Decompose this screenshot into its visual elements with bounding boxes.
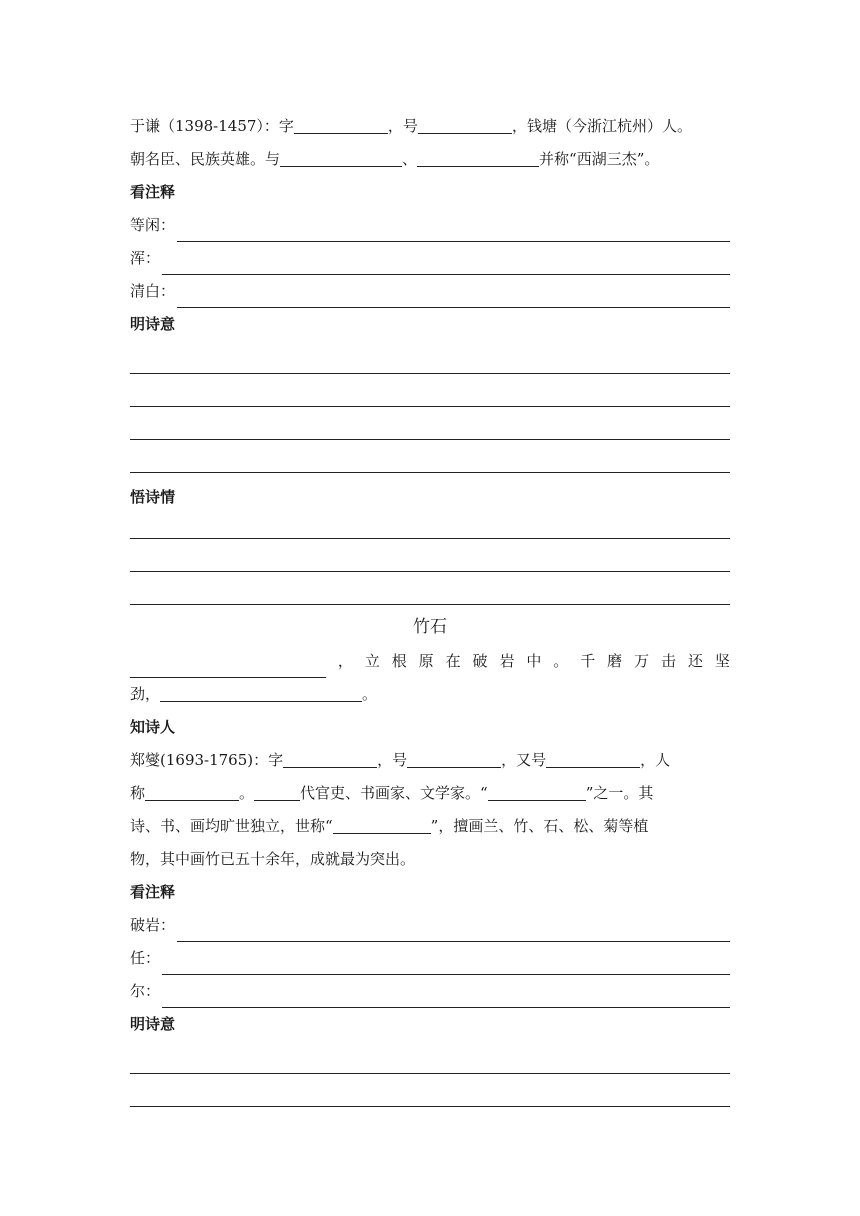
note-label: 任： xyxy=(130,949,161,967)
note-row-poyan xyxy=(130,909,730,942)
meaning-answer-line[interactable] xyxy=(130,440,730,473)
courtesy-name-blank[interactable] xyxy=(294,115,388,134)
jie-1-blank[interactable] xyxy=(280,148,402,167)
meaning-answer-line[interactable] xyxy=(130,1041,730,1074)
poem-text: 劲， xyxy=(130,685,161,703)
note-answer-line[interactable] xyxy=(177,219,730,242)
meaning-answer-line[interactable] xyxy=(130,341,730,374)
note-row-ren xyxy=(130,942,730,975)
poem-char: ， xyxy=(337,652,353,670)
yuqian-intro-text: 于谦（1398-1457）：字 xyxy=(130,117,294,135)
poet-text: ”，擅画兰、竹、石、松、菊等植 xyxy=(430,817,649,835)
meaning-answer-line[interactable] xyxy=(130,374,730,407)
title-blank[interactable] xyxy=(333,815,431,834)
alt-art-name-blank[interactable] xyxy=(546,749,640,768)
feeling-answer-line[interactable] xyxy=(130,539,730,572)
dynasty-blank[interactable] xyxy=(254,782,300,801)
art-name-blank[interactable] xyxy=(407,749,501,768)
art-name-blank[interactable] xyxy=(418,115,512,134)
note-row-dengxian xyxy=(130,209,730,242)
poet-heading: 知诗人 xyxy=(130,718,176,736)
poem-line-2 xyxy=(130,678,730,711)
feeling-answer-line[interactable] xyxy=(130,506,730,539)
poet-text: 。 xyxy=(239,784,255,802)
note-answer-line[interactable] xyxy=(177,919,730,942)
feeling-answer-line[interactable] xyxy=(130,572,730,605)
poet-line-3 xyxy=(130,810,730,843)
note-label: 等闲： xyxy=(130,216,176,234)
yuqian-intro-line-1 xyxy=(130,110,730,143)
meaning-answer-line[interactable] xyxy=(130,1074,730,1107)
poem-char: 。 xyxy=(553,652,569,670)
meaning-heading-2: 明诗意 xyxy=(130,1015,176,1033)
note-row-qingbai xyxy=(130,275,730,308)
poem-char: 中 xyxy=(526,652,542,670)
yuqian-intro-text-2: 朝名臣、民族英雄。与 xyxy=(130,150,281,168)
xihu-sanjie-text: 并称“西湖三杰”。 xyxy=(539,150,660,168)
yuqian-origin-text: ，钱塘（今浙江杭州）人。 xyxy=(511,117,692,135)
nickname-blank[interactable] xyxy=(145,782,239,801)
poem-char: 击 xyxy=(660,652,676,670)
note-row-er xyxy=(130,975,730,1008)
poet-line-2 xyxy=(130,777,730,810)
poem-char: 原 xyxy=(418,652,434,670)
poem-char: 磨 xyxy=(607,652,623,670)
poet-line-1 xyxy=(130,744,730,777)
separator-text: 、 xyxy=(402,150,418,168)
poem-char: 破 xyxy=(472,652,488,670)
note-label: 清白： xyxy=(130,282,176,300)
courtesy-name-blank[interactable] xyxy=(283,749,377,768)
jie-2-blank[interactable] xyxy=(417,148,539,167)
poem-last-line-blank[interactable] xyxy=(160,683,362,702)
poem-char: 千 xyxy=(580,652,596,670)
poet-text: ，人 xyxy=(640,751,671,769)
poem-char: 立 xyxy=(364,652,380,670)
note-row-hun xyxy=(130,242,730,275)
note-answer-line[interactable] xyxy=(162,252,730,275)
note-label: 尔： xyxy=(130,982,161,1000)
poet-text: 代官吏、书画家、文学家。“ xyxy=(300,784,488,802)
poem-char: 坚 xyxy=(714,652,730,670)
meaning-heading: 明诗意 xyxy=(130,315,176,333)
group-blank[interactable] xyxy=(488,782,586,801)
feeling-heading: 悟诗情 xyxy=(130,488,176,506)
yuqian-hao-text: ，号 xyxy=(387,117,418,135)
poem-char: 还 xyxy=(687,652,703,670)
poet-text: ，号 xyxy=(377,751,408,769)
poem-title: 竹石 xyxy=(413,617,447,637)
poem-line-1 xyxy=(130,645,730,678)
note-label: 浑： xyxy=(130,249,161,267)
poem-char: 万 xyxy=(634,652,650,670)
poem-char: 岩 xyxy=(499,652,515,670)
poet-text: ，又号 xyxy=(501,751,547,769)
note-answer-line[interactable] xyxy=(177,285,730,308)
notes-heading-2: 看注释 xyxy=(130,883,176,901)
note-label: 破岩： xyxy=(130,916,176,934)
notes-heading: 看注释 xyxy=(130,183,176,201)
poem-text: 。 xyxy=(362,685,378,703)
poem-first-line-blank[interactable] xyxy=(130,659,326,678)
worksheet-page xyxy=(130,110,730,1107)
poet-text: ”之一。其 xyxy=(585,784,654,802)
poet-text: 郑燮(1693-1765)：字 xyxy=(130,751,284,769)
yuqian-intro-line-2 xyxy=(130,143,730,176)
poet-line-4: 物，其中画竹已五十余年，成就最为突出。 xyxy=(130,850,416,868)
meaning-answer-line[interactable] xyxy=(130,407,730,440)
poet-text: 诗、书、画均旷世独立，世称“ xyxy=(130,817,333,835)
poet-text: 称 xyxy=(130,784,146,802)
poem-char: 在 xyxy=(445,652,461,670)
note-answer-line[interactable] xyxy=(162,952,730,975)
poem-char: 根 xyxy=(391,652,407,670)
note-answer-line[interactable] xyxy=(162,985,730,1008)
